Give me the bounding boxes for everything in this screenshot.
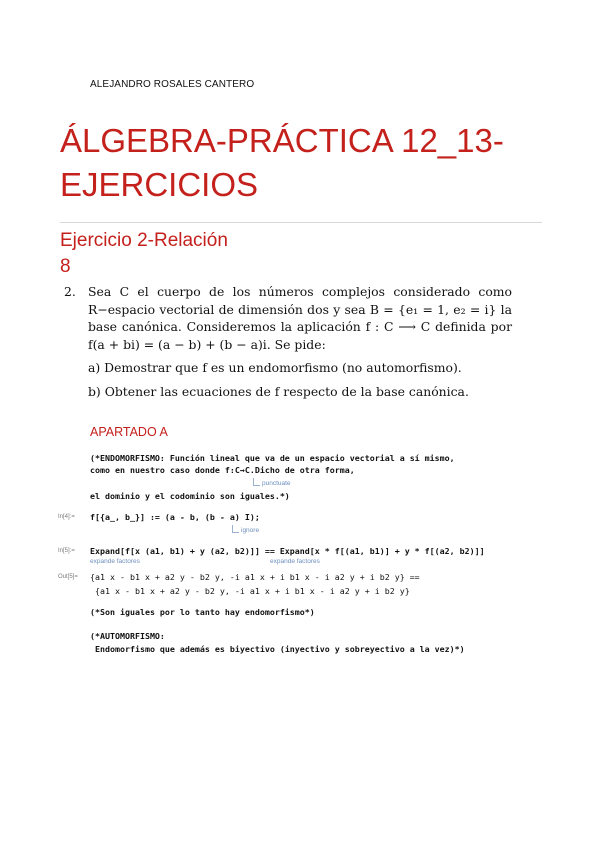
comment-iguales[interactable]: (*Son iguales por lo tanto hay endomorfismo*) (90, 607, 315, 617)
suggestion-expand-1[interactable]: expande factores (90, 558, 140, 565)
subtitle-line-2: 8 (60, 256, 71, 277)
problem-item-a: a) Demostrar que f es un endomorfismo (no automorfismo). (88, 360, 462, 376)
in5-code[interactable]: Expand[f[x (a1, b1) + y (a2, b2)]] == Expand[x * f[(a1, b1)] + y * f[(a2, b2)]] (90, 546, 485, 556)
suggestion-ignore-text: ignore (241, 527, 260, 534)
bracket-icon (232, 525, 239, 533)
title-divider (60, 222, 542, 223)
comment-endomorfismo-line-3[interactable]: el dominio y el codominio son iguales.*) (90, 491, 290, 501)
problem-statement (64, 283, 512, 401)
out5-line-1: {a1 x - b1 x + a2 y - b2 y, -i a1 x + i b1 x - i a2 y + i b2 y} == (90, 572, 420, 582)
in4-label: In[4]:= (58, 514, 75, 520)
section-heading: APARTADO A (90, 425, 168, 439)
comment-automorfismo-line-2[interactable]: Endomorfismo que además es biyectivo (inyectivo y sobreyectivo a la vez)*) (95, 644, 465, 654)
page-title-text: ÁLGEBRA-PRÁCTICA 12_13-EJERCICIOS (60, 122, 504, 203)
out5-line-2: {a1 x - b1 x + a2 y - b2 y, -i a1 x + i b1 x - i a2 y + i b2 y} (95, 586, 410, 596)
problem-number: 2. (64, 284, 76, 299)
suggestion-punctuate[interactable] (253, 478, 291, 487)
exercise-subtitle (60, 228, 228, 280)
problem-item-b: b) Obtener las ecuaciones de f respecto de la base canónica. (88, 383, 469, 399)
in5-label: In[5]:= (58, 548, 75, 554)
suggestion-expand-2[interactable]: expande factores (270, 558, 320, 565)
subtitle-line-1: Ejercicio 2-Relación (60, 230, 228, 251)
page-title (60, 119, 540, 207)
bracket-icon (253, 478, 260, 486)
out5-label: Out[5]= (58, 574, 78, 580)
author-name: ALEJANDRO ROSALES CANTERO (90, 79, 255, 90)
comment-automorfismo-line-1[interactable]: (*AUTOMORFISMO: (90, 631, 165, 641)
in4-code[interactable]: f[{a_, b_}] := (a - b, (b - a) I); (90, 512, 260, 522)
suggestion-punctuate-text: punctuate (262, 480, 291, 487)
problem-text: Sea C el cuerpo de los números complejos considerado como R−espacio vectorial de dimensión dos y sea B = {e₁ = 1, e₂ = i} la base canónica. Consideremos la aplicación f : C ⟶ C definida por f(a + bi) = (a − b) + (b − a)i. Se pide: (88, 284, 512, 352)
comment-endomorfismo-line-1[interactable]: (*ENDOMORFISMO: Función lineal que va de un espacio vectorial a sí mismo, (90, 453, 455, 463)
comment-endomorfismo-line-2[interactable]: como en nuestro caso donde f:C→C.Dicho de otra forma, (90, 465, 355, 475)
suggestion-ignore[interactable] (232, 525, 259, 534)
